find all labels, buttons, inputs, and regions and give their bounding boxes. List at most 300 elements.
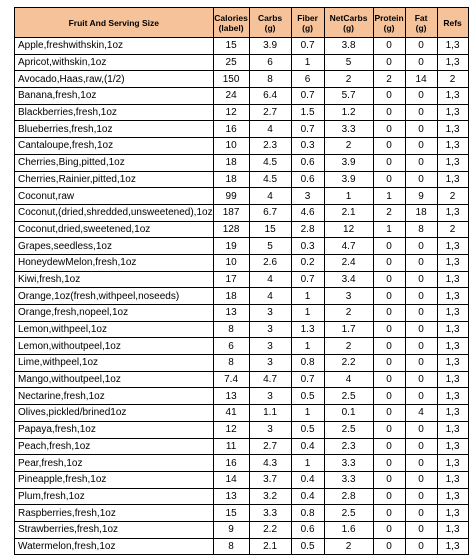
calories-cell: 99: [213, 188, 249, 205]
netcarbs-cell: 2: [324, 305, 373, 322]
fat-cell: 0: [405, 488, 437, 505]
fiber-cell: 0.7: [291, 121, 324, 138]
carbs-cell: 3.7: [249, 471, 291, 488]
fiber-cell: 1: [291, 455, 324, 472]
protein-cell: 0: [373, 104, 405, 121]
carbs-cell: 2.7: [249, 104, 291, 121]
carbs-cell: 4: [249, 188, 291, 205]
netcarbs-cell: 2.2: [324, 355, 373, 372]
fat-cell: 0: [405, 238, 437, 255]
fruit-name: Coconut,raw: [15, 188, 214, 205]
calories-cell: 11: [213, 438, 249, 455]
protein-cell: 0: [373, 88, 405, 105]
netcarbs-cell: 3.3: [324, 121, 373, 138]
refs-cell: 1,3: [437, 271, 468, 288]
header-text: (g): [302, 22, 313, 33]
carbs-cell: 3: [249, 421, 291, 438]
protein-cell: 0: [373, 471, 405, 488]
calories-cell: 12: [213, 104, 249, 121]
netcarbs-cell: 3.4: [324, 271, 373, 288]
fat-cell: 0: [405, 54, 437, 71]
header-text: Fiber: [297, 12, 318, 23]
header-text: (g): [343, 22, 354, 33]
calories-cell: 6: [213, 338, 249, 355]
netcarbs-cell: 3.3: [324, 471, 373, 488]
fat-cell: 0: [405, 321, 437, 338]
table-row: [15, 505, 469, 522]
fruit-name: Raspberries,fresh,1oz: [15, 505, 214, 522]
table-row: [15, 455, 469, 472]
carbs-cell: 4.3: [249, 455, 291, 472]
header-text: NetCarbs: [329, 12, 368, 23]
protein-cell: 1: [373, 188, 405, 205]
protein-cell: 0: [373, 254, 405, 271]
refs-cell: 1,3: [437, 138, 468, 155]
nutrition-table-container: [14, 7, 469, 555]
header-fat: [405, 8, 437, 38]
fat-cell: 0: [405, 154, 437, 171]
fat-cell: 0: [405, 438, 437, 455]
fat-cell: 4: [405, 405, 437, 422]
refs-cell: 1,3: [437, 88, 468, 105]
carbs-cell: 3.3: [249, 505, 291, 522]
fiber-cell: 1: [291, 288, 324, 305]
netcarbs-cell: 2: [324, 138, 373, 155]
table-body: [15, 38, 469, 555]
protein-cell: 0: [373, 238, 405, 255]
calories-cell: 17: [213, 271, 249, 288]
carbs-cell: 1.1: [249, 405, 291, 422]
refs-cell: 1,3: [437, 104, 468, 121]
calories-cell: 12: [213, 421, 249, 438]
protein-cell: 2: [373, 71, 405, 88]
fat-cell: 0: [405, 104, 437, 121]
calories-cell: 16: [213, 455, 249, 472]
table-row: [15, 154, 469, 171]
netcarbs-cell: 2: [324, 538, 373, 555]
refs-cell: 1,3: [437, 54, 468, 71]
header-protein: [373, 8, 405, 38]
refs-cell: 1,3: [437, 421, 468, 438]
table-row: [15, 254, 469, 271]
calories-cell: 9: [213, 521, 249, 538]
calories-cell: 18: [213, 288, 249, 305]
fat-cell: 0: [405, 471, 437, 488]
fat-cell: 0: [405, 38, 437, 55]
fiber-cell: 0.5: [291, 421, 324, 438]
protein-cell: 0: [373, 421, 405, 438]
fat-cell: 0: [405, 521, 437, 538]
fat-cell: 0: [405, 88, 437, 105]
refs-cell: 1,3: [437, 121, 468, 138]
fat-cell: 0: [405, 338, 437, 355]
calories-cell: 19: [213, 238, 249, 255]
table-row: [15, 38, 469, 55]
table-row: [15, 321, 469, 338]
table-row: [15, 54, 469, 71]
refs-cell: 1,3: [437, 471, 468, 488]
refs-cell: 1,3: [437, 405, 468, 422]
fiber-cell: 0.4: [291, 488, 324, 505]
carbs-cell: 3.9: [249, 38, 291, 55]
calories-cell: 7.4: [213, 371, 249, 388]
fruit-name: Kiwi,fresh,1oz: [15, 271, 214, 288]
netcarbs-cell: 2.1: [324, 204, 373, 221]
refs-cell: 1,3: [437, 455, 468, 472]
fat-cell: 0: [405, 505, 437, 522]
header-text: (g): [383, 22, 395, 33]
table-row: [15, 305, 469, 322]
table-row: [15, 405, 469, 422]
fruit-name: Blueberries,fresh,1oz: [15, 121, 214, 138]
calories-cell: 15: [213, 505, 249, 522]
calories-cell: 8: [213, 355, 249, 372]
calories-cell: 8: [213, 538, 249, 555]
table-row: [15, 271, 469, 288]
fruit-name: Orange,fresh,nopeel,1oz: [15, 305, 214, 322]
table-row: [15, 138, 469, 155]
fiber-cell: 1: [291, 305, 324, 322]
carbs-cell: 15: [249, 221, 291, 238]
protein-cell: 0: [373, 538, 405, 555]
table-row: [15, 121, 469, 138]
fat-cell: 0: [405, 421, 437, 438]
fruit-name: Lime,withpeel,1oz: [15, 355, 214, 372]
fat-cell: 0: [405, 171, 437, 188]
fruit-name: Grapes,seedless,1oz: [15, 238, 214, 255]
fruit-name: Lemon,withoutpeel,1oz: [15, 338, 214, 355]
fruit-name: Pineapple,fresh,1oz: [15, 471, 214, 488]
calories-cell: 13: [213, 488, 249, 505]
fiber-cell: 1: [291, 405, 324, 422]
carbs-cell: 3: [249, 338, 291, 355]
protein-cell: 0: [373, 54, 405, 71]
protein-cell: 1: [373, 221, 405, 238]
fiber-cell: 0.2: [291, 254, 324, 271]
netcarbs-cell: 1.7: [324, 321, 373, 338]
table-row: [15, 204, 469, 221]
fat-cell: 18: [405, 204, 437, 221]
carbs-cell: 2.1: [249, 538, 291, 555]
carbs-cell: 4.5: [249, 171, 291, 188]
fruit-name: Cherries,Bing,pitted,1oz: [15, 154, 214, 171]
table-row: [15, 471, 469, 488]
fiber-cell: 0.7: [291, 271, 324, 288]
netcarbs-cell: 1.2: [324, 104, 373, 121]
calories-cell: 18: [213, 154, 249, 171]
protein-cell: 0: [373, 371, 405, 388]
fat-cell: 0: [405, 121, 437, 138]
table-row: [15, 188, 469, 205]
fiber-cell: 0.7: [291, 88, 324, 105]
carbs-cell: 3.2: [249, 488, 291, 505]
fat-cell: 0: [405, 288, 437, 305]
header-text: (label): [218, 22, 244, 33]
carbs-cell: 3: [249, 355, 291, 372]
fiber-cell: 1: [291, 338, 324, 355]
carbs-cell: 3: [249, 321, 291, 338]
table-row: [15, 538, 469, 555]
fruit-name: Olives,pickled/brined1oz: [15, 405, 214, 422]
fruit-name: Strawberries,fresh,1oz: [15, 521, 214, 538]
header-text: Fat: [414, 12, 428, 23]
netcarbs-cell: 3.9: [324, 171, 373, 188]
nutrition-table: [14, 7, 469, 555]
netcarbs-cell: 1: [324, 188, 373, 205]
calories-cell: 128: [213, 221, 249, 238]
refs-cell: 1,3: [437, 388, 468, 405]
header-text: Protein: [374, 12, 404, 23]
fiber-cell: 0.7: [291, 38, 324, 55]
protein-cell: 0: [373, 521, 405, 538]
header-text: Refs: [443, 17, 462, 28]
table-row: [15, 104, 469, 121]
fiber-cell: 0.3: [291, 138, 324, 155]
netcarbs-cell: 2.5: [324, 388, 373, 405]
netcarbs-cell: 2.4: [324, 254, 373, 271]
refs-cell: 1,3: [437, 154, 468, 171]
carbs-cell: 6: [249, 54, 291, 71]
protein-cell: 0: [373, 505, 405, 522]
netcarbs-cell: 4.7: [324, 238, 373, 255]
protein-cell: 0: [373, 305, 405, 322]
table-row: [15, 221, 469, 238]
fiber-cell: 0.8: [291, 355, 324, 372]
protein-cell: 0: [373, 338, 405, 355]
fruit-name: Plum,fresh,1oz: [15, 488, 214, 505]
protein-cell: 0: [373, 488, 405, 505]
refs-cell: 1,3: [437, 338, 468, 355]
fiber-cell: 4.6: [291, 204, 324, 221]
fruit-name: Avocado,Haas,raw,(1/2): [15, 71, 214, 88]
calories-cell: 25: [213, 54, 249, 71]
refs-cell: 1,3: [437, 355, 468, 372]
fiber-cell: 0.5: [291, 388, 324, 405]
refs-cell: 1,3: [437, 38, 468, 55]
header-refs: [437, 8, 468, 38]
header-text: (g): [415, 22, 427, 33]
refs-cell: 1,3: [437, 321, 468, 338]
protein-cell: 0: [373, 271, 405, 288]
calories-cell: 18: [213, 171, 249, 188]
carbs-cell: 6.4: [249, 88, 291, 105]
carbs-cell: 4.5: [249, 154, 291, 171]
protein-cell: 0: [373, 171, 405, 188]
refs-cell: 1,3: [437, 488, 468, 505]
header-calories: [213, 8, 249, 38]
header-text: Carbs: [258, 12, 283, 23]
fruit-name: Lemon,withpeel,1oz: [15, 321, 214, 338]
protein-cell: 0: [373, 355, 405, 372]
refs-cell: 2: [437, 71, 468, 88]
table-row: [15, 338, 469, 355]
calories-cell: 15: [213, 38, 249, 55]
netcarbs-cell: 2.5: [324, 421, 373, 438]
fiber-cell: 1.3: [291, 321, 324, 338]
header-netcarbs: [324, 8, 373, 38]
table-row: [15, 88, 469, 105]
header-text: (g): [264, 22, 276, 33]
table-row: [15, 371, 469, 388]
netcarbs-cell: 1.6: [324, 521, 373, 538]
netcarbs-cell: 0.1: [324, 405, 373, 422]
protein-cell: 0: [373, 405, 405, 422]
fruit-name: Banana,fresh,1oz: [15, 88, 214, 105]
netcarbs-cell: 2.8: [324, 488, 373, 505]
carbs-cell: 4: [249, 288, 291, 305]
fruit-name: Coconut,dried,sweetened,1oz: [15, 221, 214, 238]
fruit-name: Apricot,withskin,1oz: [15, 54, 214, 71]
calories-cell: 13: [213, 305, 249, 322]
calories-cell: 13: [213, 388, 249, 405]
fiber-cell: 0.3: [291, 238, 324, 255]
table-row: [15, 355, 469, 372]
fat-cell: 0: [405, 271, 437, 288]
table-row: [15, 488, 469, 505]
carbs-cell: 3: [249, 388, 291, 405]
fat-cell: 0: [405, 388, 437, 405]
refs-cell: 1,3: [437, 438, 468, 455]
fat-cell: 8: [405, 221, 437, 238]
header-carbs: [249, 8, 291, 38]
refs-cell: 1,3: [437, 521, 468, 538]
refs-cell: 2: [437, 188, 468, 205]
carbs-cell: 4: [249, 121, 291, 138]
netcarbs-cell: 3: [324, 288, 373, 305]
refs-cell: 1,3: [437, 505, 468, 522]
carbs-cell: 2.6: [249, 254, 291, 271]
refs-cell: 1,3: [437, 305, 468, 322]
fat-cell: 0: [405, 538, 437, 555]
refs-cell: 1,3: [437, 371, 468, 388]
netcarbs-cell: 4: [324, 371, 373, 388]
calories-cell: 8: [213, 321, 249, 338]
fiber-cell: 1.5: [291, 104, 324, 121]
protein-cell: 0: [373, 288, 405, 305]
carbs-cell: 5: [249, 238, 291, 255]
table-row: [15, 521, 469, 538]
calories-cell: 10: [213, 138, 249, 155]
fruit-name: Orange,1oz(fresh,withpeel,noseeds): [15, 288, 214, 305]
header-row: [15, 8, 469, 38]
fiber-cell: 0.6: [291, 154, 324, 171]
fiber-cell: 0.4: [291, 471, 324, 488]
netcarbs-cell: 2.3: [324, 438, 373, 455]
netcarbs-cell: 3.8: [324, 38, 373, 55]
fat-cell: 0: [405, 455, 437, 472]
fiber-cell: 2.8: [291, 221, 324, 238]
fruit-name: Mango,withoutpeel,1oz: [15, 371, 214, 388]
table-row: [15, 238, 469, 255]
protein-cell: 2: [373, 204, 405, 221]
table-row: [15, 388, 469, 405]
fat-cell: 0: [405, 355, 437, 372]
fruit-name: Nectarine,fresh,1oz: [15, 388, 214, 405]
refs-cell: 2: [437, 221, 468, 238]
fiber-cell: 0.6: [291, 521, 324, 538]
netcarbs-cell: 2: [324, 71, 373, 88]
table-row: [15, 421, 469, 438]
fiber-cell: 0.8: [291, 505, 324, 522]
fat-cell: 9: [405, 188, 437, 205]
fruit-name: Watermelon,fresh,1oz: [15, 538, 214, 555]
carbs-cell: 4: [249, 271, 291, 288]
calories-cell: 14: [213, 471, 249, 488]
fruit-name: Cherries,Rainier,pitted,1oz: [15, 171, 214, 188]
fiber-cell: 0.4: [291, 438, 324, 455]
carbs-cell: 2.3: [249, 138, 291, 155]
fruit-name: HoneydewMelon,fresh,1oz: [15, 254, 214, 271]
table-row: [15, 438, 469, 455]
fiber-cell: 0.6: [291, 171, 324, 188]
netcarbs-cell: 2.5: [324, 505, 373, 522]
header-fiber: [291, 8, 324, 38]
calories-cell: 10: [213, 254, 249, 271]
carbs-cell: 3: [249, 305, 291, 322]
carbs-cell: 2.7: [249, 438, 291, 455]
refs-cell: 1,3: [437, 171, 468, 188]
fruit-name: Peach,fresh,1oz: [15, 438, 214, 455]
netcarbs-cell: 5: [324, 54, 373, 71]
header-text: Calories: [214, 12, 248, 23]
fiber-cell: 1: [291, 54, 324, 71]
table-row: [15, 71, 469, 88]
netcarbs-cell: 3.9: [324, 154, 373, 171]
carbs-cell: 8: [249, 71, 291, 88]
protein-cell: 0: [373, 121, 405, 138]
refs-cell: 1,3: [437, 288, 468, 305]
calories-cell: 24: [213, 88, 249, 105]
table-row: [15, 171, 469, 188]
protein-cell: 0: [373, 388, 405, 405]
fruit-name: Pear,fresh,1oz: [15, 455, 214, 472]
table-row: [15, 288, 469, 305]
fat-cell: 0: [405, 371, 437, 388]
fat-cell: 14: [405, 71, 437, 88]
fiber-cell: 3: [291, 188, 324, 205]
header-text: Fruit And Serving Size: [68, 17, 159, 28]
fiber-cell: 0.7: [291, 371, 324, 388]
refs-cell: 1,3: [437, 204, 468, 221]
calories-cell: 187: [213, 204, 249, 221]
fiber-cell: 6: [291, 71, 324, 88]
fat-cell: 0: [405, 305, 437, 322]
netcarbs-cell: 12: [324, 221, 373, 238]
refs-cell: 1,3: [437, 254, 468, 271]
fruit-name: Papaya,fresh,1oz: [15, 421, 214, 438]
calories-cell: 41: [213, 405, 249, 422]
protein-cell: 0: [373, 138, 405, 155]
fat-cell: 0: [405, 254, 437, 271]
header-fruit: [15, 8, 214, 38]
fruit-name: Blackberries,fresh,1oz: [15, 104, 214, 121]
fruit-name: Apple,freshwithskin,1oz: [15, 38, 214, 55]
table-header: [15, 8, 469, 38]
fat-cell: 0: [405, 138, 437, 155]
netcarbs-cell: 2: [324, 338, 373, 355]
protein-cell: 0: [373, 321, 405, 338]
fiber-cell: 0.5: [291, 538, 324, 555]
netcarbs-cell: 3.3: [324, 455, 373, 472]
calories-cell: 150: [213, 71, 249, 88]
protein-cell: 0: [373, 38, 405, 55]
netcarbs-cell: 5.7: [324, 88, 373, 105]
carbs-cell: 4.7: [249, 371, 291, 388]
protein-cell: 0: [373, 438, 405, 455]
fruit-name: Cantaloupe,fresh,1oz: [15, 138, 214, 155]
protein-cell: 0: [373, 455, 405, 472]
protein-cell: 0: [373, 154, 405, 171]
